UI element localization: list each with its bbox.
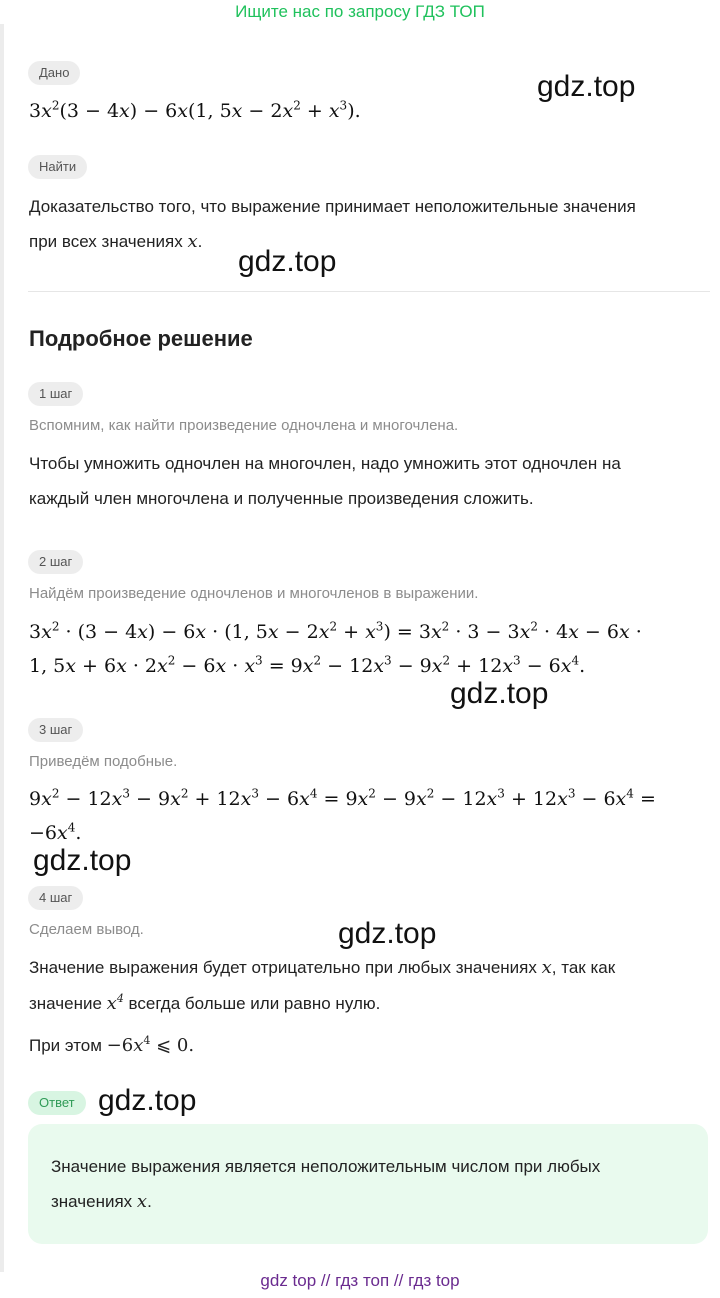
answer-text-prefix: значениях (51, 1192, 133, 1211)
step-4-hint: Сделаем вывод. (29, 921, 144, 938)
step-4-line2-suffix: всегда больше или равно нулю. (128, 994, 381, 1013)
step-4-line2-prefix: значение (29, 994, 102, 1013)
answer-text-line1: Значение выражения является неположительным числом при любых (51, 1157, 601, 1176)
left-border (0, 24, 4, 1272)
watermark: gdz.top (238, 245, 337, 278)
given-label: Дано (28, 61, 80, 85)
step-1-text-line1: Чтобы умножить одночлен на многочлен, надо умножить этот одночлен на (29, 454, 621, 473)
step-4-text-prefix: Значение выражения будет отрицательно при любых значениях (29, 958, 537, 977)
step-3-math-line2: $-6x^4$. (29, 820, 82, 844)
step-4-text-line2 (29, 992, 380, 1016)
watermark: gdz.top (98, 1084, 197, 1117)
step-2-math-line2: 1, $5x + 6x \cdot 2x^2 - 6x \cdot x^3 = 9x^2 - 12x^3 - 9x^2 + 12x^3 - 6x^4$. (29, 653, 586, 677)
step-3-math-line1: $9x^2 - 12x^3 - 9x^2 + 12x^3 - 6x^4 = 9x^2 - 9x^2 - 12x^3 + 12x^3 - 6x^4$ = (29, 786, 656, 810)
step-4-label: 4 шаг (28, 886, 83, 910)
step-1-label: 1 шаг (28, 382, 83, 406)
step-4-text-line1 (29, 956, 615, 980)
watermark: gdz.top (450, 677, 549, 710)
answer-text-suffix: . (147, 1192, 152, 1211)
variable-x: x (136, 1191, 148, 1212)
find-label: Найти (28, 155, 87, 179)
find-text-prefix: при всех значениях (29, 232, 183, 251)
inequality: $-6x^4$ ⩽ 0. (106, 1034, 195, 1056)
footer: gdz top // гдз топ // гдз top (260, 1271, 460, 1290)
step-4-text-suffix: , так как (551, 958, 616, 977)
answer-text-line2 (51, 1190, 152, 1214)
step-4-line3-prefix: При этом (29, 1036, 102, 1055)
variable-x: x (187, 231, 198, 252)
step-1-text-line2: каждый член многочлена и полученные произведения сложить. (29, 489, 534, 508)
answer-box (28, 1124, 708, 1244)
step-2-hint: Найдём произведение одночленов и многочленов в выражении. (29, 585, 479, 602)
step-3-hint: Приведём подобные. (29, 753, 178, 770)
find-text-line1: Доказательство того, что выражение принимает неположительные значения (29, 197, 636, 216)
watermark: gdz.top (537, 70, 636, 103)
given-expression: $3x^2(3 - 4x) - 6x(1$, $5x - 2x^2 + x^3$). (29, 98, 361, 122)
top-banner: Ищите нас по запросу ГДЗ ТОП (235, 2, 485, 21)
step-1-hint: Вспомним, как найти произведение одночлена и многочлена. (29, 417, 459, 434)
watermark: gdz.top (33, 844, 132, 877)
watermark: gdz.top (338, 917, 437, 950)
divider (28, 291, 710, 292)
x-power-4: $x^4$ (106, 992, 124, 1014)
step-4-text-line3 (29, 1034, 194, 1058)
step-2-label: 2 шаг (28, 550, 83, 574)
section-title: Подробное решение (29, 326, 253, 351)
find-text-line2: при всех значениях x. (29, 231, 203, 252)
step-3-label: 3 шаг (28, 718, 83, 742)
variable-x: x (541, 957, 552, 978)
answer-label: Ответ (28, 1091, 86, 1115)
step-2-math-line1: $3x^2 \cdot (3 - 4x) - 6x \cdot (1$, $5x - 2x^2 + x^3) = 3x^2 \cdot 3 - 3x^2 \cdot 4x - 6x$ · (29, 619, 642, 643)
